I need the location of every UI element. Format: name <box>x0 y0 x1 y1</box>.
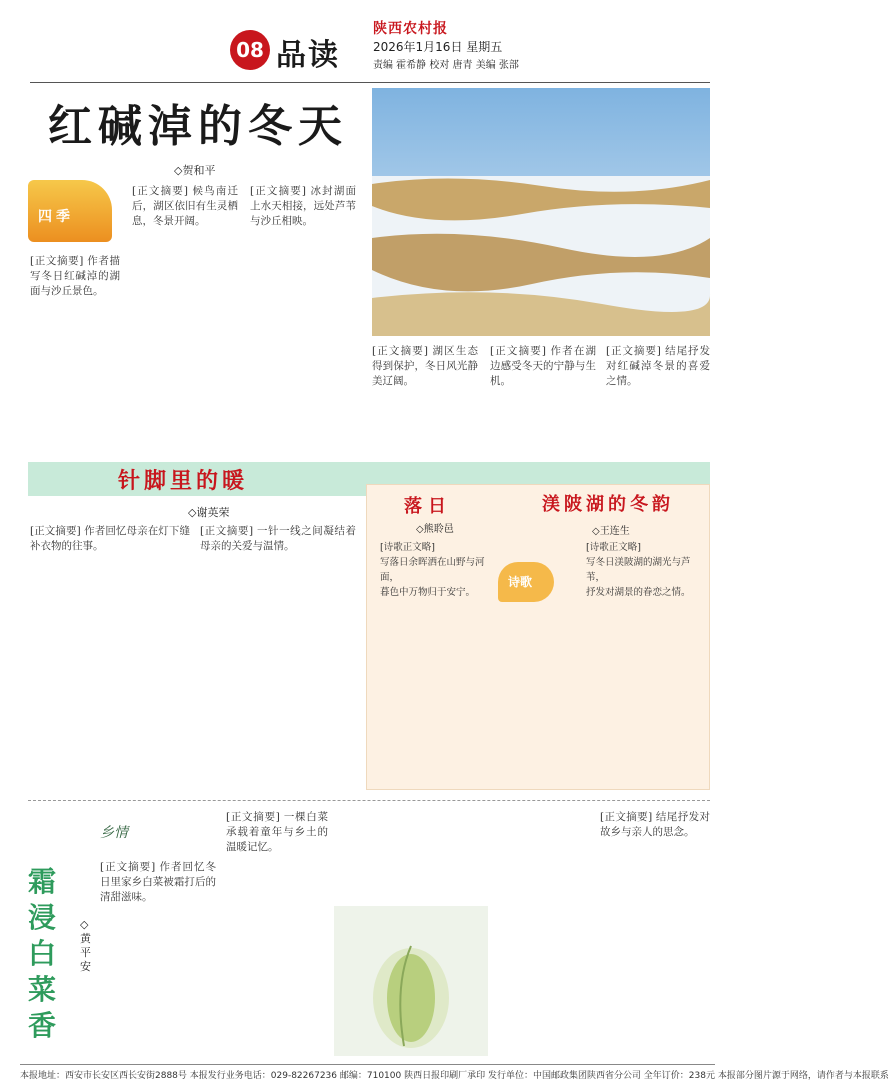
poem-badge-label: 诗歌 <box>508 575 533 589</box>
article-column: [正文摘要] 结尾抒发对红碱淖冬景的喜爱之情。 <box>606 345 710 387</box>
poem-text: [诗歌正文略] 写落日余晖洒在山野与河面， 暮色中万物归于安宁。 <box>380 542 485 598</box>
masthead-rule <box>30 82 710 83</box>
article-column: [正文摘要] 候鸟南迁后，湖区依旧有生灵栖息，冬景开阔。 <box>132 185 238 227</box>
poem-title: 落日 <box>404 496 452 517</box>
article-byline: ◇黄平安 <box>80 918 91 973</box>
poem-author: ◇熊聆邑 <box>416 524 454 535</box>
article-column: [正文摘要] 湖区生态得到保护，冬日风光静美辽阔。 <box>372 345 478 387</box>
footer-rule <box>20 1064 715 1065</box>
article-byline: ◇贺和平 <box>174 164 216 177</box>
page-number-badge: 08 <box>230 30 270 70</box>
article-title: 霜浸白菜香 <box>27 865 56 1042</box>
tag-label: 四季 <box>38 209 74 225</box>
article-column: [正文摘要] 作者回忆母亲在灯下缝补衣物的往事。 <box>30 525 190 552</box>
article-column: [正文摘要] 一棵白菜承载着童年与乡土的温暖记忆。 <box>226 811 328 853</box>
poem-author: ◇王连生 <box>592 526 630 537</box>
cabbage-icon <box>334 906 488 1056</box>
article-title: 红碱淖的冬天 <box>48 101 348 152</box>
page-footer: 本报地址：西安市长安区西长安街2888号 本报发行业务电话：029-82267236 邮编：710100 陕西日报印刷厂承印 发行单位：中国邮政集团陕西省分公司 全年订价：238元 本报部分图片源于网络，请作者与本报联系 <box>20 1071 889 1081</box>
article-column: [正文摘要] 结尾抒发对故乡与亲人的思念。 <box>600 811 710 838</box>
masthead <box>0 0 735 78</box>
article-byline: ◇谢英荣 <box>188 506 230 519</box>
article-column: [正文摘要] 作者在湖边感受冬天的宁静与生机。 <box>490 345 596 387</box>
poem-title: 渼陂湖的冬韵 <box>542 494 674 515</box>
cabbage-image <box>334 906 488 1056</box>
issue-date: 2026年1月16日 星期五 <box>373 40 503 54</box>
frozen-lake-image <box>372 88 710 336</box>
poem-text: [诗歌正文略] 写冬日渼陂湖的湖光与芦苇， 抒发对湖景的眷恋之情。 <box>586 542 691 598</box>
article-column: [正文摘要] 冰封湖面上水天相接，远处芦苇与沙丘相映。 <box>250 185 356 227</box>
section-name: 品读 <box>276 38 340 73</box>
article-column: [正文摘要] 一针一线之间凝结着母亲的关爱与温情。 <box>200 525 356 552</box>
article-column: [正文摘要] 作者回忆冬日里家乡白菜被霜打后的清甜滋味。 <box>100 861 216 903</box>
article-title: 针脚里的暖 <box>118 468 249 494</box>
section-divider <box>28 800 710 801</box>
article-tag: 乡情 <box>100 825 128 841</box>
sidebar-tag <box>28 180 112 242</box>
lake-photo <box>372 88 710 336</box>
article-column: [正文摘要] 作者描写冬日红碱淖的湖面与沙丘景色。 <box>30 255 120 297</box>
staff-line: 责编 霍希静 校对 唐青 美编 张部 <box>373 60 519 71</box>
paper-name: 陕西农村报 <box>373 21 448 37</box>
